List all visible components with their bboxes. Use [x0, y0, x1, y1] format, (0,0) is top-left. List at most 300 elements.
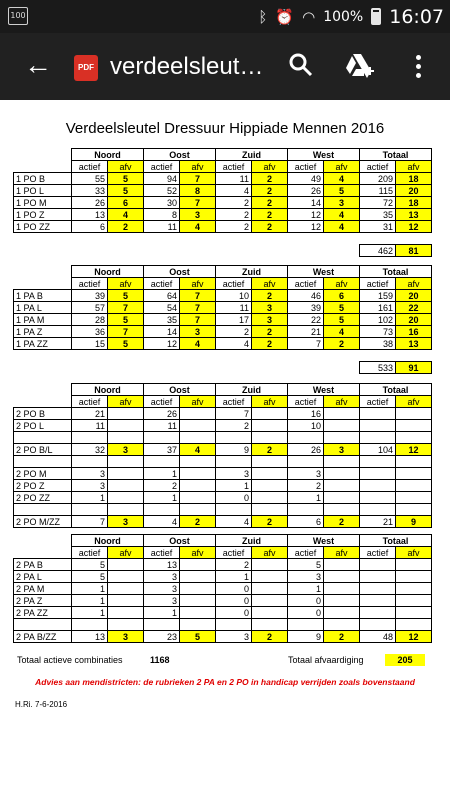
afv-cell [108, 408, 144, 420]
actief-cell: 72 [360, 197, 396, 209]
region-header: Zuid [216, 535, 288, 547]
afv-cell: 3 [108, 631, 144, 643]
search-icon[interactable] [288, 52, 314, 78]
afv-cell [108, 492, 144, 504]
actief-cell: 33 [72, 185, 108, 197]
afv-cell [180, 420, 216, 432]
table-total-row [14, 362, 432, 374]
actief-cell: 115 [360, 185, 396, 197]
actief-cell: 14 [288, 197, 324, 209]
afv-cell [396, 583, 432, 595]
actief-cell [360, 456, 396, 468]
afv-cell: 18 [396, 197, 432, 209]
afv-header: afv [108, 396, 144, 408]
table-row [14, 185, 432, 197]
actief-cell: 2 [216, 420, 252, 432]
actief-header: actief [72, 547, 108, 559]
actief-cell: 1 [144, 607, 180, 619]
actief-cell: 9 [288, 631, 324, 643]
actief-cell [360, 420, 396, 432]
actief-cell: 57 [72, 302, 108, 314]
table-row [14, 420, 432, 432]
afv-cell: 20 [396, 290, 432, 302]
actief-cell: 7 [288, 338, 324, 350]
afv-cell [108, 504, 144, 516]
actief-cell: 2 [216, 197, 252, 209]
actief-cell: 1 [72, 595, 108, 607]
afv-cell: 4 [324, 326, 360, 338]
afv-cell [252, 468, 288, 480]
table-row [14, 302, 432, 314]
actief-cell: 11 [72, 420, 108, 432]
data-table [13, 534, 432, 643]
actief-cell: 3 [216, 468, 252, 480]
afv-header: afv [324, 278, 360, 290]
actief-cell: 0 [216, 607, 252, 619]
table-row [14, 631, 432, 643]
actief-cell: 26 [288, 444, 324, 456]
actief-header: actief [144, 278, 180, 290]
afv-cell: 2 [252, 290, 288, 302]
wifi-icon: ◠ [302, 7, 316, 26]
afv-cell [180, 408, 216, 420]
afv-cell: 7 [180, 290, 216, 302]
row-label: 1 PA M [14, 314, 72, 326]
actief-cell: 2 [216, 559, 252, 571]
afv-cell [396, 595, 432, 607]
page-title: Verdeelsleutel Dressuur Hippiade Mennen 2016 [65, 120, 385, 137]
total-active-value: 1168 [150, 655, 170, 665]
region-header: West [288, 384, 360, 396]
notification-icon: 100 [8, 7, 28, 25]
actief-header: actief [216, 547, 252, 559]
region-header: Zuid [216, 149, 288, 161]
afv-cell [180, 468, 216, 480]
actief-cell: 1 [144, 468, 180, 480]
actief-cell: 6 [288, 516, 324, 528]
row-label: 1 PO ZZ [14, 221, 72, 233]
afv-cell [324, 456, 360, 468]
pdf-page[interactable] [0, 100, 450, 800]
row-label: 2 PA Z [14, 595, 72, 607]
afv-cell [180, 595, 216, 607]
actief-header: actief [144, 547, 180, 559]
afv-header: afv [396, 396, 432, 408]
actief-cell: 4 [216, 185, 252, 197]
actief-cell: 0 [216, 583, 252, 595]
table-row [14, 314, 432, 326]
actief-header: actief [360, 396, 396, 408]
actief-cell [360, 408, 396, 420]
actief-cell [72, 504, 108, 516]
actief-header: actief [360, 278, 396, 290]
table-header-row [14, 384, 432, 396]
actief-cell: 11 [144, 420, 180, 432]
afv-cell: 5 [108, 185, 144, 197]
afv-cell [252, 595, 288, 607]
afv-cell [252, 456, 288, 468]
row-label: 1 PO L [14, 185, 72, 197]
actief-cell: 15 [72, 338, 108, 350]
actief-cell [144, 619, 180, 631]
table-row [14, 607, 432, 619]
row-label: 2 PA M [14, 583, 72, 595]
row-label: 1 PA Z [14, 326, 72, 338]
afv-cell [252, 420, 288, 432]
afv-cell: 2 [180, 516, 216, 528]
row-label: 2 PA B [14, 559, 72, 571]
afv-header: afv [108, 278, 144, 290]
actief-cell: 26 [288, 185, 324, 197]
afv-cell: 13 [396, 338, 432, 350]
actief-cell [288, 504, 324, 516]
row-label: 2 PA ZZ [14, 607, 72, 619]
afv-header: afv [180, 396, 216, 408]
actief-cell: 13 [144, 559, 180, 571]
actief-header: actief [72, 278, 108, 290]
afv-cell [108, 559, 144, 571]
actief-cell [144, 432, 180, 444]
afv-cell: 3 [180, 326, 216, 338]
table-row [14, 221, 432, 233]
afv-cell [324, 468, 360, 480]
document-title: verdeelsleut… [110, 53, 264, 80]
table-subheader-row [14, 278, 432, 290]
row-label [14, 456, 72, 468]
actief-cell: 5 [72, 571, 108, 583]
afv-cell: 12 [396, 631, 432, 643]
row-label: 2 PO M [14, 468, 72, 480]
afv-header: afv [252, 161, 288, 173]
afv-cell: 5 [324, 302, 360, 314]
actief-cell: 3 [72, 468, 108, 480]
afv-cell: 2 [324, 631, 360, 643]
actief-cell: 36 [72, 326, 108, 338]
afv-header: afv [180, 161, 216, 173]
table-subheader-row [14, 161, 432, 173]
actief-header: actief [216, 161, 252, 173]
actief-cell: 159 [360, 290, 396, 302]
afv-cell [396, 607, 432, 619]
table-row [14, 432, 432, 444]
data-table [13, 148, 432, 257]
afv-cell: 2 [252, 631, 288, 643]
pdf-file-icon: PDF [74, 55, 98, 81]
actief-cell: 2 [288, 480, 324, 492]
afv-cell [180, 492, 216, 504]
region-header: Totaal [360, 266, 432, 278]
afv-cell [252, 408, 288, 420]
afv-cell [324, 583, 360, 595]
actief-cell: 2 [216, 209, 252, 221]
actief-header: actief [288, 396, 324, 408]
afv-cell [252, 619, 288, 631]
afv-cell [108, 607, 144, 619]
row-label [14, 432, 72, 444]
app-bar [0, 33, 450, 100]
region-header: Totaal [360, 149, 432, 161]
actief-cell: 1 [144, 492, 180, 504]
actief-cell: 35 [360, 209, 396, 221]
afv-cell [324, 607, 360, 619]
afv-cell [180, 456, 216, 468]
afv-cell [252, 504, 288, 516]
actief-cell: 3 [144, 571, 180, 583]
afv-cell [108, 468, 144, 480]
table-row [14, 480, 432, 492]
actief-cell [360, 492, 396, 504]
actief-cell [360, 432, 396, 444]
actief-cell [72, 432, 108, 444]
afv-cell [180, 619, 216, 631]
afv-cell: 3 [252, 314, 288, 326]
add-to-drive-icon[interactable] [344, 52, 374, 80]
afv-cell: 7 [180, 314, 216, 326]
actief-cell: 23 [144, 631, 180, 643]
afv-cell: 2 [324, 516, 360, 528]
afv-cell: 12 [396, 444, 432, 456]
total-actief-cell: 462 [360, 245, 396, 257]
region-header: West [288, 266, 360, 278]
region-header: Totaal [360, 384, 432, 396]
region-header: Noord [72, 384, 144, 396]
afv-cell: 2 [252, 209, 288, 221]
actief-cell: 3 [72, 480, 108, 492]
actief-cell: 4 [144, 516, 180, 528]
actief-cell: 4 [216, 338, 252, 350]
battery-percent: 100% [323, 8, 364, 25]
afv-cell [396, 420, 432, 432]
table-row [14, 173, 432, 185]
actief-cell: 9 [216, 444, 252, 456]
afv-cell [252, 492, 288, 504]
actief-cell [288, 432, 324, 444]
actief-header: actief [360, 547, 396, 559]
afv-cell [108, 480, 144, 492]
region-header: Noord [72, 535, 144, 547]
actief-cell [360, 607, 396, 619]
actief-cell: 209 [360, 173, 396, 185]
actief-cell: 39 [72, 290, 108, 302]
afv-cell: 6 [324, 290, 360, 302]
actief-cell: 17 [216, 314, 252, 326]
region-header: Oost [144, 384, 216, 396]
afv-cell: 5 [108, 173, 144, 185]
table-subheader-row [14, 547, 432, 559]
afv-header: afv [324, 547, 360, 559]
table-header-row [14, 149, 432, 161]
actief-cell: 12 [144, 338, 180, 350]
actief-cell [288, 619, 324, 631]
afv-cell: 22 [396, 302, 432, 314]
row-label: 1 PO B [14, 173, 72, 185]
afv-cell: 4 [180, 444, 216, 456]
data-table [13, 265, 432, 374]
afv-cell: 4 [180, 338, 216, 350]
actief-cell [144, 504, 180, 516]
total-afv-label: Totaal afvaardiging [288, 655, 364, 665]
afv-cell [108, 583, 144, 595]
row-label: 2 PO M/ZZ [14, 516, 72, 528]
actief-cell: 73 [360, 326, 396, 338]
actief-cell: 94 [144, 173, 180, 185]
actief-cell: 32 [72, 444, 108, 456]
total-afv-cell: 91 [396, 362, 432, 374]
afv-cell [324, 432, 360, 444]
actief-header: actief [72, 161, 108, 173]
afv-cell [252, 480, 288, 492]
actief-cell: 11 [216, 302, 252, 314]
back-arrow-icon[interactable]: ← [24, 49, 52, 80]
afv-cell [180, 559, 216, 571]
afv-cell: 5 [180, 631, 216, 643]
actief-cell: 30 [144, 197, 180, 209]
afv-cell: 20 [396, 314, 432, 326]
afv-cell [180, 607, 216, 619]
actief-cell [360, 571, 396, 583]
table-row [14, 338, 432, 350]
afv-cell [252, 607, 288, 619]
actief-header: actief [216, 396, 252, 408]
afv-cell [108, 456, 144, 468]
actief-cell: 54 [144, 302, 180, 314]
actief-cell: 1 [72, 492, 108, 504]
actief-cell: 1 [72, 607, 108, 619]
actief-header: actief [144, 396, 180, 408]
row-label: 1 PO M [14, 197, 72, 209]
actief-cell: 12 [288, 209, 324, 221]
afv-cell [108, 420, 144, 432]
afv-cell [396, 408, 432, 420]
row-label: 2 PO B [14, 408, 72, 420]
actief-cell [360, 504, 396, 516]
actief-cell: 46 [288, 290, 324, 302]
actief-cell: 11 [216, 173, 252, 185]
table-row [14, 583, 432, 595]
signature-date: H.Ri. 7-6-2016 [15, 700, 68, 709]
region-header: Noord [72, 266, 144, 278]
row-label: 1 PA ZZ [14, 338, 72, 350]
actief-header: actief [144, 161, 180, 173]
afv-cell: 2 [252, 197, 288, 209]
afv-cell: 4 [324, 221, 360, 233]
afv-cell [324, 595, 360, 607]
afv-cell [396, 559, 432, 571]
afv-cell [324, 504, 360, 516]
actief-cell: 3 [288, 468, 324, 480]
table-row [14, 209, 432, 221]
afv-cell [252, 571, 288, 583]
row-label: 1 PA L [14, 302, 72, 314]
actief-cell: 38 [360, 338, 396, 350]
afv-cell: 7 [108, 302, 144, 314]
afv-cell: 5 [108, 338, 144, 350]
actief-cell: 22 [288, 314, 324, 326]
actief-cell: 102 [360, 314, 396, 326]
actief-cell: 14 [144, 326, 180, 338]
afv-cell: 8 [180, 185, 216, 197]
actief-cell: 12 [288, 221, 324, 233]
row-label: 1 PO Z [14, 209, 72, 221]
actief-cell: 13 [72, 209, 108, 221]
afv-cell: 3 [108, 516, 144, 528]
alarm-icon: ⏰ [275, 7, 295, 26]
afv-cell: 7 [180, 197, 216, 209]
afv-cell: 18 [396, 173, 432, 185]
afv-cell: 4 [324, 173, 360, 185]
row-label: 2 PO B/L [14, 444, 72, 456]
afv-cell: 2 [252, 173, 288, 185]
status-bar [0, 0, 450, 33]
afv-cell [180, 504, 216, 516]
afv-header: afv [396, 161, 432, 173]
region-header: Totaal [360, 535, 432, 547]
actief-cell: 1 [288, 492, 324, 504]
actief-cell: 26 [72, 197, 108, 209]
afv-cell [252, 583, 288, 595]
actief-cell: 11 [144, 221, 180, 233]
actief-cell: 64 [144, 290, 180, 302]
table-row [14, 444, 432, 456]
actief-cell: 3 [144, 595, 180, 607]
actief-cell [216, 432, 252, 444]
afv-cell: 3 [180, 209, 216, 221]
actief-cell [72, 619, 108, 631]
afv-cell: 5 [108, 314, 144, 326]
afv-cell: 13 [396, 209, 432, 221]
afv-header: afv [396, 547, 432, 559]
actief-cell: 2 [144, 480, 180, 492]
afv-header: afv [324, 396, 360, 408]
actief-cell [360, 619, 396, 631]
afv-cell: 2 [252, 326, 288, 338]
afv-header: afv [108, 161, 144, 173]
afv-cell: 2 [324, 338, 360, 350]
actief-cell: 7 [216, 408, 252, 420]
actief-cell: 55 [72, 173, 108, 185]
afv-cell [396, 571, 432, 583]
table-row [14, 326, 432, 338]
actief-header: actief [288, 547, 324, 559]
afv-cell [252, 559, 288, 571]
afv-cell: 3 [324, 197, 360, 209]
more-options-icon[interactable] [408, 53, 428, 81]
afv-cell: 20 [396, 185, 432, 197]
afv-cell [180, 571, 216, 583]
actief-cell: 48 [360, 631, 396, 643]
afv-cell: 4 [324, 209, 360, 221]
region-header: Zuid [216, 384, 288, 396]
actief-cell: 0 [216, 492, 252, 504]
afv-header: afv [252, 278, 288, 290]
table-row [14, 408, 432, 420]
actief-cell: 21 [288, 326, 324, 338]
afv-header: afv [180, 278, 216, 290]
afv-cell [396, 492, 432, 504]
actief-cell: 161 [360, 302, 396, 314]
afv-cell: 7 [180, 173, 216, 185]
afv-cell: 16 [396, 326, 432, 338]
table-row [14, 619, 432, 631]
actief-cell: 21 [72, 408, 108, 420]
afv-header: afv [108, 547, 144, 559]
actief-cell: 3 [144, 583, 180, 595]
afv-cell: 6 [108, 197, 144, 209]
table-row [14, 290, 432, 302]
actief-cell: 0 [216, 595, 252, 607]
total-afv-value: 205 [385, 654, 425, 666]
row-label: 2 PO L [14, 420, 72, 432]
